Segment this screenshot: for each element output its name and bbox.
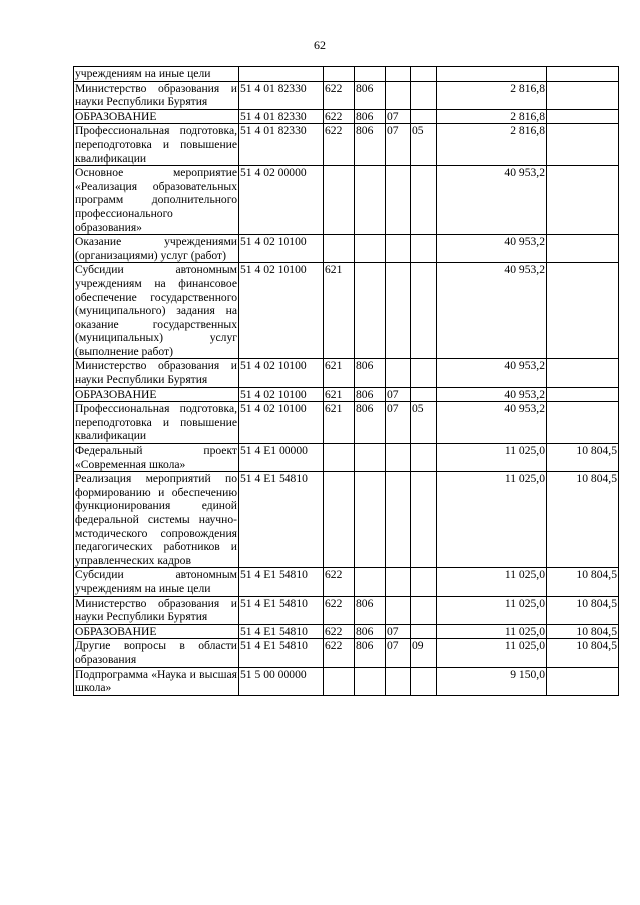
row-name: учреждениям на иные цели — [74, 67, 239, 82]
row-amount-2 — [547, 166, 619, 235]
row-amount-1: 40 953,2 — [437, 402, 547, 444]
table-row — [74, 667, 619, 695]
row-amount-2 — [547, 67, 619, 82]
row-section: 07 — [386, 624, 411, 639]
table-row — [74, 166, 619, 235]
row-amount-2: 10 804,5 — [547, 472, 619, 568]
table-row — [74, 263, 619, 359]
row-amount-1: 2 816,8 — [437, 109, 547, 124]
row-code: 51 4 E1 54810 — [239, 472, 324, 568]
row-name: Министерство образования и науки Республики Бурятия — [75, 596, 237, 624]
row-section: 07 — [386, 402, 411, 444]
row-section: 07 — [386, 387, 411, 402]
row-code: 51 4 E1 54810 — [239, 568, 324, 596]
table-row — [74, 472, 619, 568]
row-code: 51 4 02 10100 — [239, 402, 324, 444]
row-ministry-code — [355, 67, 386, 82]
row-expense-type: 621 — [324, 263, 355, 359]
row-subsection — [411, 624, 437, 639]
row-section: 07 — [386, 124, 411, 166]
row-amount-1: 11 025,0 — [437, 639, 547, 667]
row-amount-1: 11 025,0 — [437, 444, 547, 472]
table-row — [74, 402, 619, 444]
row-ministry-code: 806 — [355, 596, 386, 624]
row-amount-1: 11 025,0 — [437, 624, 547, 639]
row-ministry-code — [355, 263, 386, 359]
row-name: Оказание учреждениями (организациями) услуг (работ) — [75, 235, 237, 262]
row-section — [386, 67, 411, 82]
row-name: ОБРАЗОВАНИЕ — [74, 387, 239, 402]
row-name: Министерство образования и науки Республики Бурятия — [75, 359, 237, 387]
row-name: Реализация мероприятий по формированию и обеспечению функционирования единой федеральной системы научно-мстодического сопровождения педагогических работников и управленческих кадров — [75, 472, 237, 567]
row-name: Другие вопросы в области образования — [75, 639, 237, 666]
row-amount-2: 10 804,5 — [547, 624, 619, 639]
row-ministry-code: 806 — [355, 109, 386, 124]
row-subsection: 05 — [411, 124, 437, 166]
row-amount-1: 40 953,2 — [437, 263, 547, 359]
row-subsection — [411, 472, 437, 568]
table-row — [74, 124, 619, 166]
row-amount-2 — [547, 124, 619, 166]
row-amount-2 — [547, 387, 619, 402]
row-amount-1 — [437, 67, 547, 82]
table-row — [74, 444, 619, 472]
row-name: Основное мероприятие «Реализация образовательных программ дополнительного профессионального образования» — [75, 166, 237, 234]
row-code: 51 4 02 10100 — [239, 359, 324, 387]
row-expense-type — [324, 472, 355, 568]
table-row — [74, 235, 619, 263]
row-amount-2 — [547, 109, 619, 124]
row-name: Субсидии автономным учреждениям на иные цели — [75, 568, 237, 595]
row-amount-1: 40 953,2 — [437, 166, 547, 235]
row-section — [386, 444, 411, 472]
row-code: 51 4 02 00000 — [239, 166, 324, 235]
table-row — [74, 359, 619, 387]
row-subsection — [411, 387, 437, 402]
table-row — [74, 67, 619, 82]
row-amount-2 — [547, 667, 619, 695]
row-name: Субсидии автономным учреждениям на финансовое обеспечение государственного (муниципального) задания на оказание государственных (муниципальных) услуг (выполнение работ) — [75, 263, 237, 358]
row-subsection — [411, 568, 437, 596]
row-code: 51 4 01 82330 — [239, 81, 324, 109]
row-expense-type: 621 — [324, 387, 355, 402]
row-ministry-code — [355, 444, 386, 472]
row-expense-type: 622 — [324, 639, 355, 667]
row-amount-1: 40 953,2 — [437, 359, 547, 387]
row-ministry-code: 806 — [355, 387, 386, 402]
row-subsection — [411, 359, 437, 387]
row-code: 51 4 E1 00000 — [239, 444, 324, 472]
row-subsection — [411, 166, 437, 235]
row-amount-1: 11 025,0 — [437, 596, 547, 624]
row-amount-2: 10 804,5 — [547, 639, 619, 667]
table-row — [74, 596, 619, 624]
row-name: Профессиональная подготовка, переподготовка и повышение квалификации — [75, 124, 237, 165]
row-section: 07 — [386, 639, 411, 667]
row-amount-2: 10 804,5 — [547, 444, 619, 472]
row-section — [386, 596, 411, 624]
row-amount-1: 11 025,0 — [437, 472, 547, 568]
row-amount-1: 40 953,2 — [437, 387, 547, 402]
table-row — [74, 81, 619, 109]
row-code: 51 5 00 00000 — [239, 667, 324, 695]
row-amount-1: 40 953,2 — [437, 235, 547, 263]
row-subsection — [411, 235, 437, 263]
row-section — [386, 472, 411, 568]
row-expense-type — [324, 235, 355, 263]
row-code: 51 4 01 82330 — [239, 124, 324, 166]
row-ministry-code — [355, 472, 386, 568]
row-section — [386, 81, 411, 109]
row-code: 51 4 02 10100 — [239, 235, 324, 263]
row-section — [386, 166, 411, 235]
row-code: 51 4 01 82330 — [239, 109, 324, 124]
row-amount-2: 10 804,5 — [547, 596, 619, 624]
row-amount-2 — [547, 359, 619, 387]
row-amount-1: 2 816,8 — [437, 81, 547, 109]
row-amount-2 — [547, 263, 619, 359]
row-subsection — [411, 444, 437, 472]
row-section — [386, 235, 411, 263]
row-name: Федеральный проект «Современная школа» — [75, 444, 237, 471]
row-expense-type: 621 — [324, 359, 355, 387]
table-row — [74, 109, 619, 124]
row-ministry-code: 806 — [355, 124, 386, 166]
page-number: 62 — [314, 38, 326, 52]
row-expense-type: 622 — [324, 568, 355, 596]
row-name: Профессиональная подготовка, переподготовка и повышение квалификации — [75, 402, 237, 443]
row-code: 51 4 E1 54810 — [239, 639, 324, 667]
row-section — [386, 568, 411, 596]
row-amount-1: 11 025,0 — [437, 568, 547, 596]
table-row — [74, 387, 619, 402]
row-subsection — [411, 81, 437, 109]
row-name: ОБРАЗОВАНИЕ — [74, 624, 239, 639]
row-subsection — [411, 596, 437, 624]
row-section — [386, 359, 411, 387]
row-expense-type: 622 — [324, 81, 355, 109]
row-ministry-code: 806 — [355, 639, 386, 667]
table-row — [74, 624, 619, 639]
row-subsection — [411, 67, 437, 82]
row-ministry-code — [355, 235, 386, 263]
row-ministry-code — [355, 568, 386, 596]
row-name: Министерство образования и науки Республики Бурятия — [75, 81, 237, 109]
row-subsection: 09 — [411, 639, 437, 667]
table-row — [74, 639, 619, 667]
table-row — [74, 568, 619, 596]
row-ministry-code: 806 — [355, 81, 386, 109]
row-amount-2 — [547, 81, 619, 109]
row-subsection: 05 — [411, 402, 437, 444]
row-amount-1: 2 816,8 — [437, 124, 547, 166]
row-subsection — [411, 667, 437, 695]
budget-table — [73, 66, 619, 696]
row-code: 51 4 02 10100 — [239, 263, 324, 359]
row-expense-type — [324, 444, 355, 472]
row-expense-type: 622 — [324, 596, 355, 624]
row-name: Подпрограмма «Наука и высшая школа» — [75, 667, 237, 695]
row-code: 51 4 E1 54810 — [239, 596, 324, 624]
row-ministry-code: 806 — [355, 402, 386, 444]
row-expense-type: 621 — [324, 402, 355, 444]
row-subsection — [411, 109, 437, 124]
row-ministry-code: 806 — [355, 359, 386, 387]
row-ministry-code: 806 — [355, 624, 386, 639]
row-expense-type: 622 — [324, 624, 355, 639]
row-expense-type — [324, 67, 355, 82]
row-code: 51 4 02 10100 — [239, 387, 324, 402]
row-section — [386, 667, 411, 695]
row-expense-type — [324, 667, 355, 695]
row-expense-type — [324, 166, 355, 235]
row-expense-type: 622 — [324, 109, 355, 124]
row-amount-2: 10 804,5 — [547, 568, 619, 596]
row-section: 07 — [386, 109, 411, 124]
row-section — [386, 263, 411, 359]
row-name: ОБРАЗОВАНИЕ — [74, 109, 239, 124]
row-subsection — [411, 263, 437, 359]
row-amount-2 — [547, 235, 619, 263]
row-expense-type: 622 — [324, 124, 355, 166]
row-code: 51 4 E1 54810 — [239, 624, 324, 639]
row-amount-1: 9 150,0 — [437, 667, 547, 695]
row-ministry-code — [355, 166, 386, 235]
row-amount-2 — [547, 402, 619, 444]
row-ministry-code — [355, 667, 386, 695]
row-code — [239, 67, 324, 82]
